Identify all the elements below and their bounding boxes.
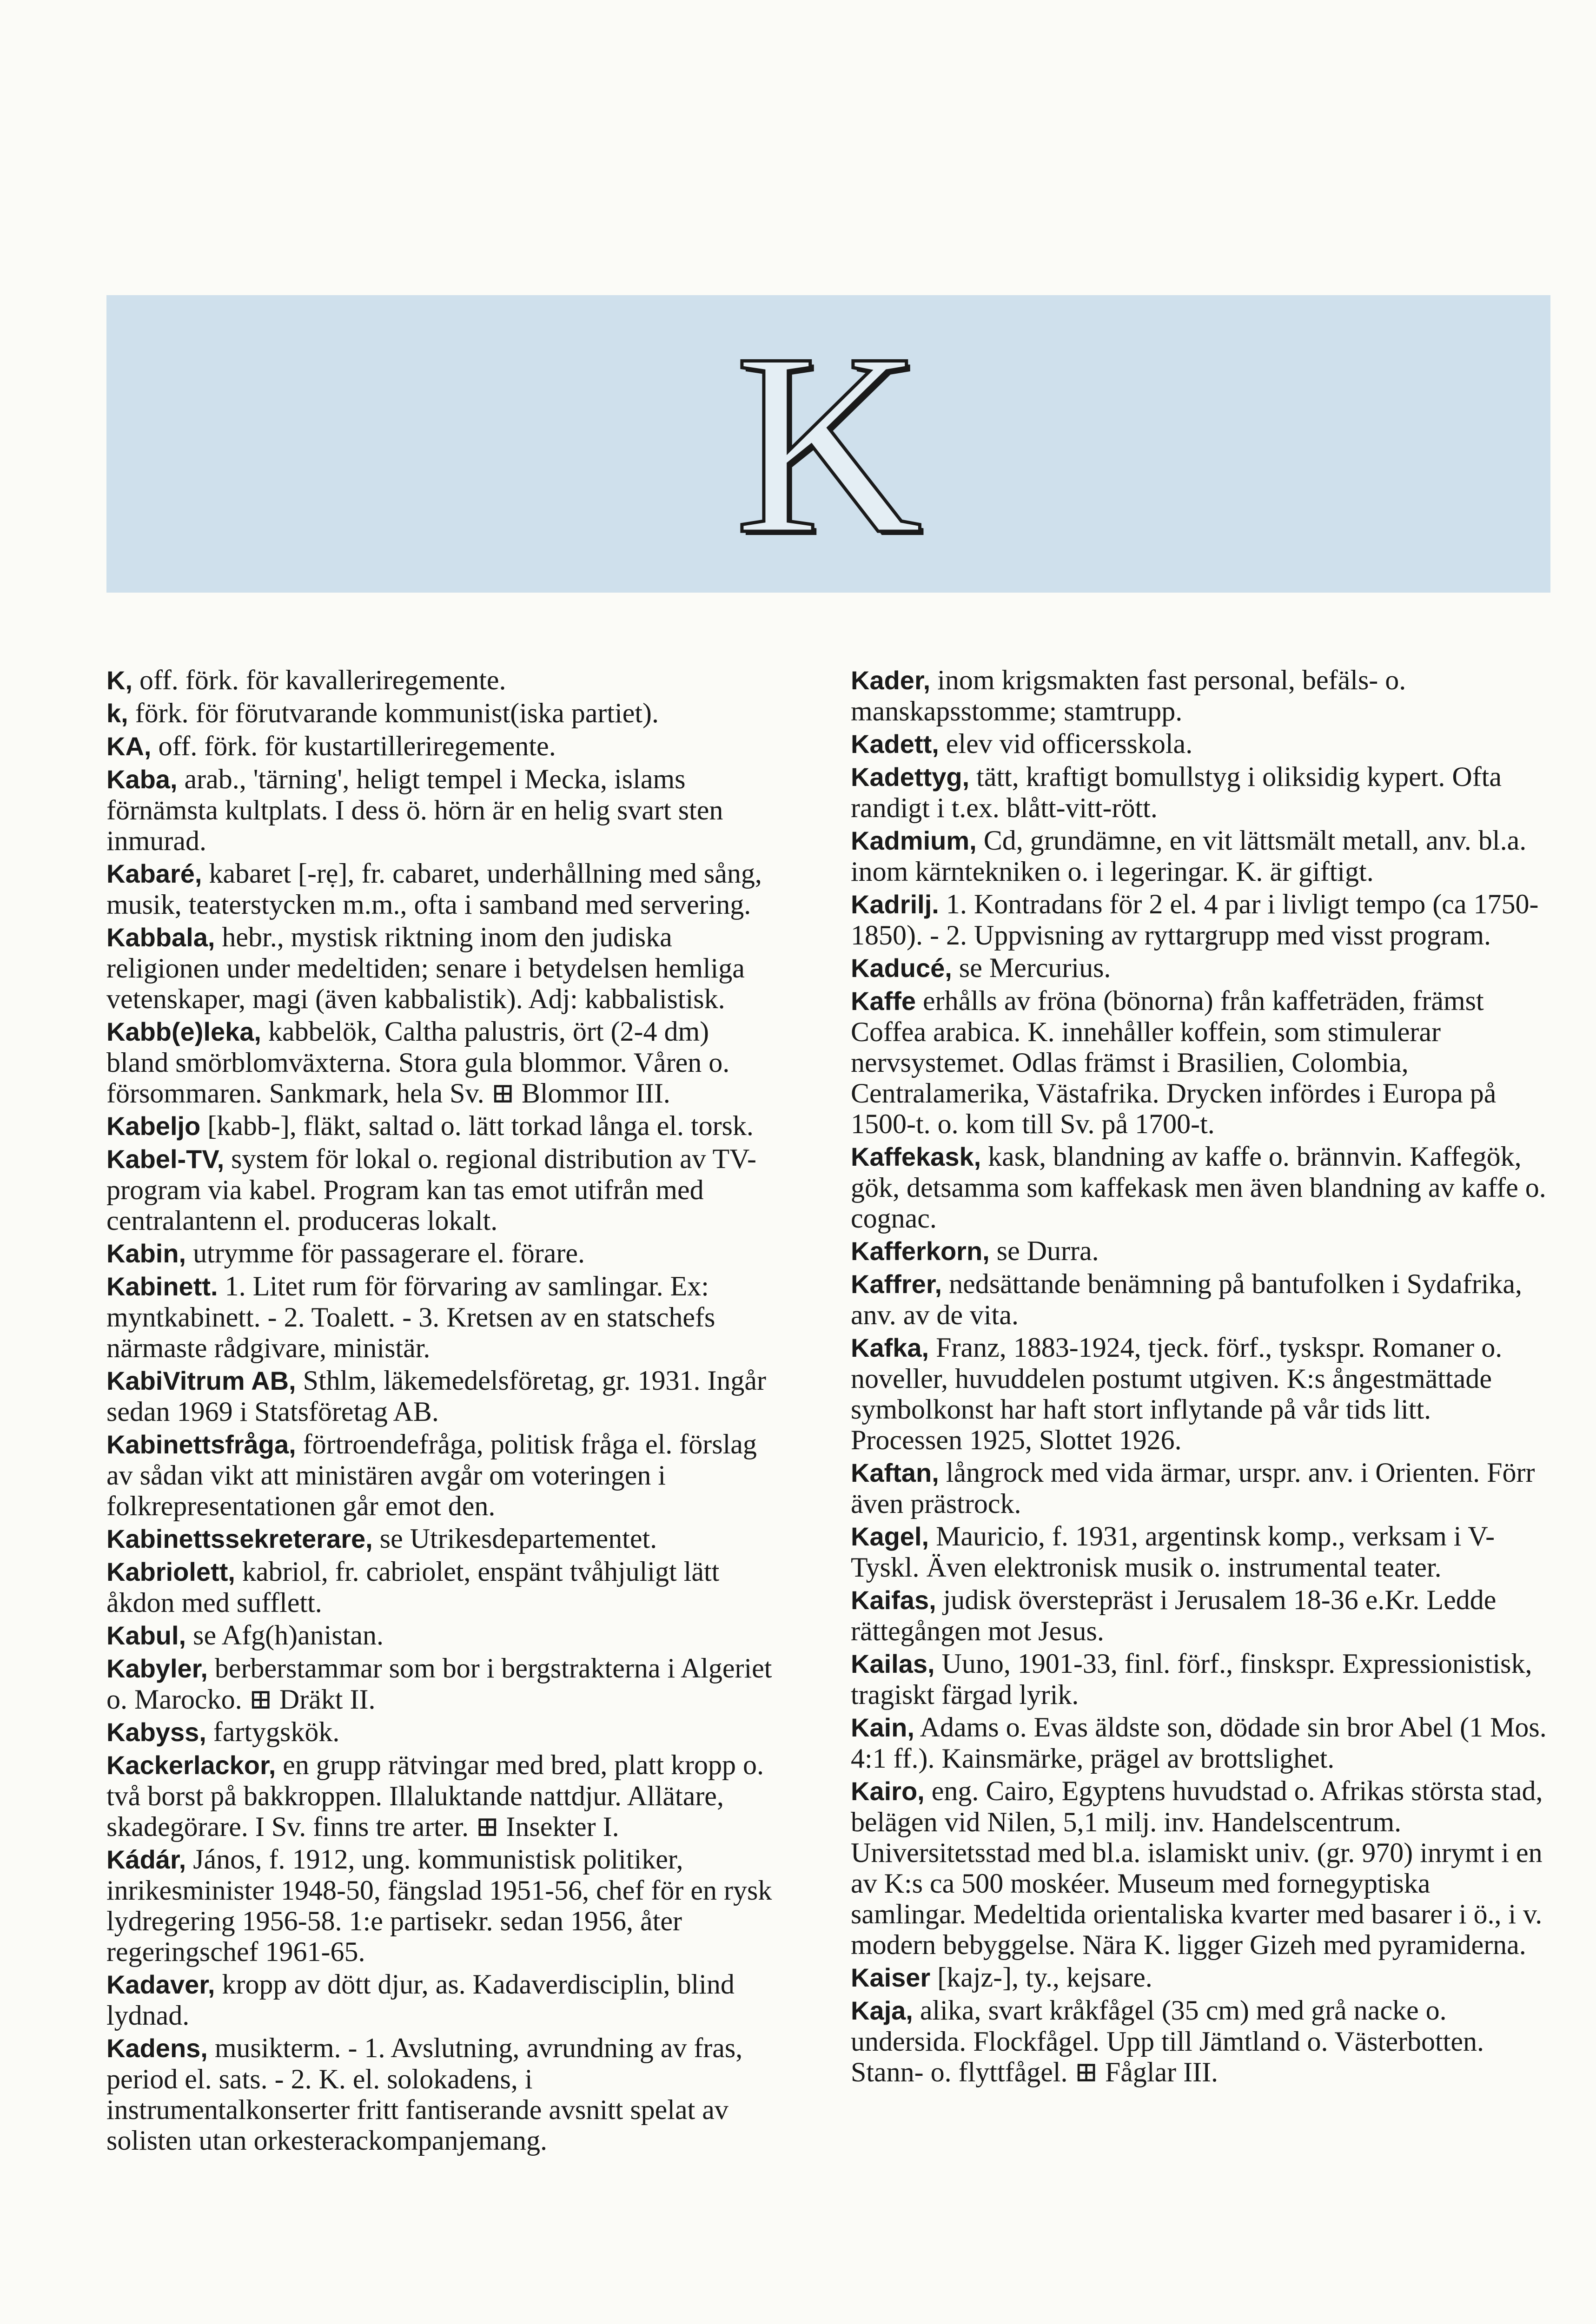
entry-definition: se Mercurius. bbox=[952, 952, 1111, 983]
entry-definition: kabbelök, Caltha palustris, ört (2-4 dm) bland smörblomväxterna. Stora gula blommor. Våren o. försommaren. Sankmark, hela Sv. ⊞ Blommor III. bbox=[106, 1016, 730, 1109]
entry-headword: Kackerlackor, bbox=[106, 1750, 276, 1780]
entry-headword: Kaiser bbox=[851, 1963, 931, 1992]
entry-definition: Cd, grundämne, en vit lättsmält metall, anv. bl.a. inom kärntekniken o. i legeringar. K. är giftigt. bbox=[851, 825, 1527, 887]
entry-headword: Kader, bbox=[851, 666, 931, 695]
entry-headword: Kadaver, bbox=[106, 1970, 215, 1999]
entry-definition: erhålls av fröna (bönorna) från kaffeträden, främst Coffea arabica. K. innehåller koffein, som stimulerar nervsystemet. Odlas främst i Brasilien, Colombia, Centralamerika, Västafrika. Drycken infördes i Europa på 1500-t. o. kom till Sv. på 1700-t. bbox=[851, 985, 1497, 1139]
dictionary-entry bbox=[106, 1271, 776, 1363]
entry-headword: Kadett, bbox=[851, 729, 939, 759]
entry-definition: kropp av dött djur, as. Kadaverdisciplin, blind lydnad. bbox=[106, 1969, 735, 2031]
entry-headword: Kabul, bbox=[106, 1621, 186, 1650]
entry-headword: Kabriolett, bbox=[106, 1557, 235, 1586]
dictionary-entry bbox=[851, 985, 1548, 1139]
entry-headword: Kabbala, bbox=[106, 923, 215, 952]
dictionary-entry bbox=[851, 1268, 1548, 1330]
dictionary-entry bbox=[851, 825, 1548, 887]
dictionary-entry bbox=[851, 1648, 1548, 1710]
dictionary-entry bbox=[106, 1844, 776, 1967]
entry-definition: off. förk. för kustartilleriregemente. bbox=[151, 731, 556, 761]
entry-headword: Kaja, bbox=[851, 1996, 913, 2025]
dictionary-entry bbox=[106, 1016, 776, 1109]
entry-definition: se Afg(h)anistan. bbox=[186, 1620, 384, 1651]
dictionary-entry bbox=[106, 1717, 776, 1748]
entry-headword: Kadmium, bbox=[851, 826, 977, 855]
dictionary-entry bbox=[106, 731, 776, 762]
entry-definition: Franz, 1883-1924, tjeck. förf., tyskspr. Romaner o. noveller, huvuddelen postumt utgiven. K:s ångestmättade symbolkonst har haft stort inflytande på vår tids litt. Processen 1925, Slottet 1926. bbox=[851, 1332, 1503, 1455]
dictionary-entry bbox=[851, 665, 1548, 726]
entry-headword: Kafka, bbox=[851, 1333, 929, 1362]
entry-headword: Kaffekask, bbox=[851, 1142, 981, 1171]
entry-headword: Kabinettssekreterare, bbox=[106, 1524, 373, 1553]
entry-definition: judisk överstepräst i Jerusalem 18-36 e.Kr. Ledde rättegången mot Jesus. bbox=[851, 1585, 1497, 1646]
dictionary-entry bbox=[106, 1556, 776, 1618]
entry-definition: Sthlm, läkemedelsföretag, gr. 1931. Ingår sedan 1969 i Statsföretag AB. bbox=[106, 1365, 767, 1427]
entry-headword: Kaducé, bbox=[851, 953, 952, 983]
entry-definition: nedsättande benämning på bantufolken i Sydafrika, anv. av de vita. bbox=[851, 1268, 1523, 1330]
dictionary-entry bbox=[106, 764, 776, 856]
entry-headword: Kagel, bbox=[851, 1522, 929, 1551]
entry-definition: hebr., mystisk riktning inom den judiska religionen under medeltiden; senare i betydelsen hemliga vetenskaper, magi (även kabbalistik). Adj: kabbalistisk. bbox=[106, 922, 745, 1014]
entry-headword: Kádár, bbox=[106, 1845, 186, 1874]
entry-definition: elev vid officersskola. bbox=[939, 728, 1193, 759]
entry-headword: Kairo, bbox=[851, 1776, 925, 1806]
entry-definition: se Utrikesdepartementet. bbox=[372, 1523, 657, 1554]
dictionary-entry bbox=[106, 1365, 776, 1427]
entry-definition: [kajz-], ty., kejsare. bbox=[930, 1962, 1152, 1993]
entry-definition: utrymme för passagerare el. förare. bbox=[186, 1238, 585, 1268]
entry-definition: förtroendefråga, politisk fråga el. förslag av sådan vikt att ministären avgår om voteringen i folkrepresentationen går emot den. bbox=[106, 1429, 757, 1521]
dictionary-entry bbox=[851, 1712, 1548, 1774]
entry-definition: kabriol, fr. cabriolet, enspänt tvåhjuligt lätt åkdon med sufflett. bbox=[106, 1556, 720, 1618]
entry-headword: k, bbox=[106, 699, 128, 728]
entry-headword: Kaifas, bbox=[851, 1585, 936, 1615]
dictionary-entry bbox=[851, 1332, 1548, 1455]
dictionary-entry bbox=[106, 1969, 776, 2031]
dictionary-entry bbox=[106, 922, 776, 1014]
entry-definition: Adams o. Evas äldste son, dödade sin bror Abel (1 Mos. 4:1 ff.). Kainsmärke, prägel av brottslighet. bbox=[851, 1712, 1547, 1774]
entry-definition: musikterm. - 1. Avslutning, avrundning av fras, period el. sats. - 2. K. el. solokadens, i instrumentalkonserter fritt fantiserande avsnitt spelat av solisten utan orkesterackompanjemang. bbox=[106, 2033, 743, 2156]
entry-headword: KA, bbox=[106, 732, 152, 761]
entry-definition: Uuno, 1901-33, finl. förf., finskspr. Expressionistisk, tragiskt färgad lyrik. bbox=[851, 1648, 1532, 1710]
entry-definition: 1. Litet rum för förvaring av samlingar. Ex: myntkabinett. - 2. Toalett. - 3. Kretsen av en statschefs närmaste rådgivare, ministär. bbox=[106, 1271, 715, 1363]
entry-headword: Kabaré, bbox=[106, 859, 202, 888]
dictionary-entry bbox=[851, 1962, 1548, 1993]
dictionary-entry bbox=[851, 728, 1548, 759]
dictionary-entry bbox=[851, 889, 1548, 951]
entry-definition: off. förk. för kavalleriregemente. bbox=[132, 665, 506, 695]
entry-headword: Kailas, bbox=[851, 1649, 935, 1678]
entry-definition: [kabb-], fläkt, saltad o. lätt torkad långa el. torsk. bbox=[200, 1110, 754, 1141]
entry-headword: Kain, bbox=[851, 1713, 914, 1742]
dictionary-entry bbox=[851, 761, 1548, 823]
entry-headword: Kaftan, bbox=[851, 1458, 939, 1487]
entry-definition: kask, blandning av kaffe o. brännvin. Kaffegök, gök, detsamma som kaffekask men även blandning av kaffe o. cognac. bbox=[851, 1141, 1546, 1234]
entry-headword: Kabin, bbox=[106, 1239, 186, 1268]
dictionary-entry bbox=[851, 1585, 1548, 1646]
dictionary-entry bbox=[106, 698, 776, 729]
dictionary-entry bbox=[106, 1238, 776, 1269]
entry-definition: system för lokal o. regional distribution av TV-program via kabel. Program kan tas emot utifrån med centralantenn el. produceras lokalt. bbox=[106, 1143, 756, 1236]
entry-definition: kabaret [-rẹ], fr. cabaret, underhållning med sång, musik, teaterstycken m.m., ofta i samband med servering. bbox=[106, 858, 762, 920]
dictionary-entry bbox=[106, 1110, 776, 1142]
dictionary-entry bbox=[106, 1523, 776, 1554]
entry-definition: eng. Cairo, Egyptens huvudstad o. Afrikas största stad, belägen vid Nilen, 5,1 milj. inv. Handelscentrum. Universitetsstad med bl.a. islamiskt univ. (gr. 970) inrymt i en av K:s ca 500 moskéer. Museum med fornegyptiska samlingar. Medeltida orientaliska kvarter med basarer i ö., i v. modern bebyggelse. Nära K. ligger Gizeh med pyramiderna. bbox=[851, 1776, 1543, 1960]
dictionary-entry bbox=[851, 1457, 1548, 1519]
dictionary-entry bbox=[106, 2033, 776, 2156]
entry-headword: Kabinett. bbox=[106, 1272, 218, 1301]
right-column bbox=[851, 665, 1548, 2089]
entry-headword: Kabinettsfråga, bbox=[106, 1430, 296, 1459]
dictionary-entry bbox=[106, 1143, 776, 1236]
dictionary-entry bbox=[106, 1429, 776, 1521]
entry-definition: långrock med vida ärmar, urspr. anv. i Orienten. Förr även prästrock. bbox=[851, 1457, 1535, 1519]
entry-definition: berberstammar som bor i bergstrakterna i Algeriet o. Marocko. ⊞ Dräkt II. bbox=[106, 1653, 772, 1715]
entry-headword: Kadens, bbox=[106, 2034, 208, 2063]
dictionary-entry bbox=[851, 1776, 1548, 1960]
entry-definition: se Durra. bbox=[989, 1235, 1099, 1266]
entry-definition: inom krigsmakten fast personal, befäls- o. manskapsstomme; stamtrupp. bbox=[851, 665, 1406, 726]
entry-definition: Mauricio, f. 1931, argentinsk komp., verksam i V-Tyskl. Även elektronisk musik o. instrumental teater. bbox=[851, 1521, 1495, 1583]
entry-headword: Kabeljo bbox=[106, 1111, 201, 1141]
dictionary-entry bbox=[851, 1235, 1548, 1267]
entry-headword: Kabyler, bbox=[106, 1654, 208, 1683]
entry-definition: tätt, kraftigt bomullstyg i oliksidig kypert. Ofta randigt i t.ex. blått-vitt-rött. bbox=[851, 761, 1502, 823]
entry-headword: K, bbox=[106, 666, 132, 695]
entry-headword: Kabb(e)leka, bbox=[106, 1017, 261, 1046]
dictionary-entry bbox=[106, 1750, 776, 1842]
entry-definition: János, f. 1912, ung. kommunistisk politiker, inrikesminister 1948-50, fängslad 1951-56, chef för en rysk lydregering 1956-58. 1:e partisekr. sedan 1956, åter regeringschef 1961-65. bbox=[106, 1844, 772, 1967]
left-column bbox=[106, 665, 776, 2158]
dictionary-entry bbox=[851, 952, 1548, 984]
dictionary-entry bbox=[851, 1141, 1548, 1234]
entry-headword: KabiVitrum AB, bbox=[106, 1366, 296, 1395]
dictionary-entry bbox=[106, 1620, 776, 1651]
letter-banner bbox=[106, 295, 1550, 593]
entry-definition: förk. för förutvarande kommunist(iska partiet). bbox=[128, 698, 659, 728]
entry-headword: Kabyss, bbox=[106, 1717, 206, 1747]
section-letter: K bbox=[734, 300, 923, 588]
dictionary-entry bbox=[851, 1521, 1548, 1583]
entry-headword: Kaffrer, bbox=[851, 1269, 942, 1299]
entry-headword: Kabel-TV, bbox=[106, 1144, 225, 1174]
entry-definition: alika, svart kråkfågel (35 cm) med grå nacke o. undersida. Flockfågel. Upp till Jämtland o. Västerbotten. Stann- o. flyttfågel. ⊞ Fåglar III. bbox=[851, 1995, 1484, 2087]
dictionary-entry bbox=[851, 1995, 1548, 2087]
dictionary-entry bbox=[106, 858, 776, 920]
dictionary-entry bbox=[106, 665, 776, 696]
dictionary-entry bbox=[106, 1653, 776, 1715]
entry-definition: fartygskök. bbox=[206, 1717, 340, 1747]
entry-headword: Kadrilj. bbox=[851, 890, 939, 919]
entry-definition: 1. Kontradans för 2 el. 4 par i livligt tempo (ca 1750-1850). - 2. Uppvisning av ryttargrupp med visst program. bbox=[851, 889, 1539, 951]
entry-headword: Kafferkorn, bbox=[851, 1236, 990, 1266]
entry-headword: Kaffe bbox=[851, 986, 916, 1016]
entry-definition: arab., 'tärning', heligt tempel i Mecka, islams förnämsta kultplats. I dess ö. hörn är en helig svart sten inmurad. bbox=[106, 764, 723, 856]
entry-headword: Kaba, bbox=[106, 765, 178, 794]
entry-headword: Kadettyg, bbox=[851, 762, 970, 792]
entry-definition: en grupp rätvingar med bred, platt kropp o. två borst på bakkroppen. Illaluktande nattdjur. Allätare, skadegörare. I Sv. finns tre arter. ⊞ Insekter I. bbox=[106, 1750, 764, 1842]
